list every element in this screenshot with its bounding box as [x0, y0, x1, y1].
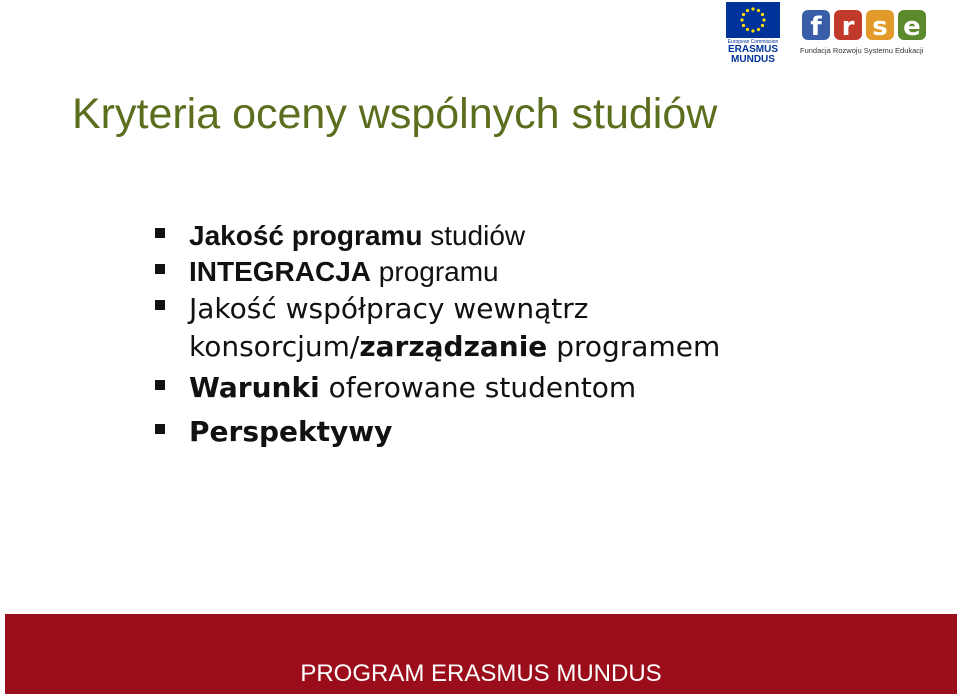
square-bullet-icon: [155, 424, 165, 434]
bullet-item: Perspektywy: [152, 414, 892, 450]
square-bullet-icon: [155, 228, 165, 238]
eu-commission-label: European Commission: [727, 39, 779, 45]
svg-text:s: s: [872, 12, 888, 42]
erasmus-mundus-logo: [726, 2, 780, 66]
frse-logo: [800, 8, 932, 58]
bullet-list: [152, 218, 892, 450]
bullet-item: INTEGRACJA programu: [152, 254, 892, 290]
frse-letters-icon: [800, 8, 932, 44]
bullet-item: Jakość współpracy wewnątrz konsorcjum/zarządzanie programem: [152, 290, 892, 366]
svg-text:f: f: [810, 12, 822, 42]
svg-text:e: e: [903, 12, 921, 42]
footer-bar: [5, 654, 957, 694]
square-bullet-icon: [155, 300, 165, 310]
footer-band: [5, 614, 957, 654]
erasmus-mundus-label: ERASMUS MUNDUS: [727, 44, 778, 65]
square-bullet-icon: [155, 264, 165, 274]
frse-caption: Fundacja Rozwoju Systemu Edukacji: [800, 46, 924, 55]
bullet-item: Jakość programu studiów: [152, 218, 892, 254]
svg-text:r: r: [841, 12, 855, 42]
footer-label: PROGRAM ERASMUS MUNDUS: [300, 660, 662, 687]
square-bullet-icon: [155, 380, 165, 390]
bullet-item: Warunki oferowane studentom: [152, 370, 892, 406]
page-title: Kryteria oceny wspólnych studiów: [72, 90, 718, 138]
eu-flag-icon: [726, 2, 780, 38]
